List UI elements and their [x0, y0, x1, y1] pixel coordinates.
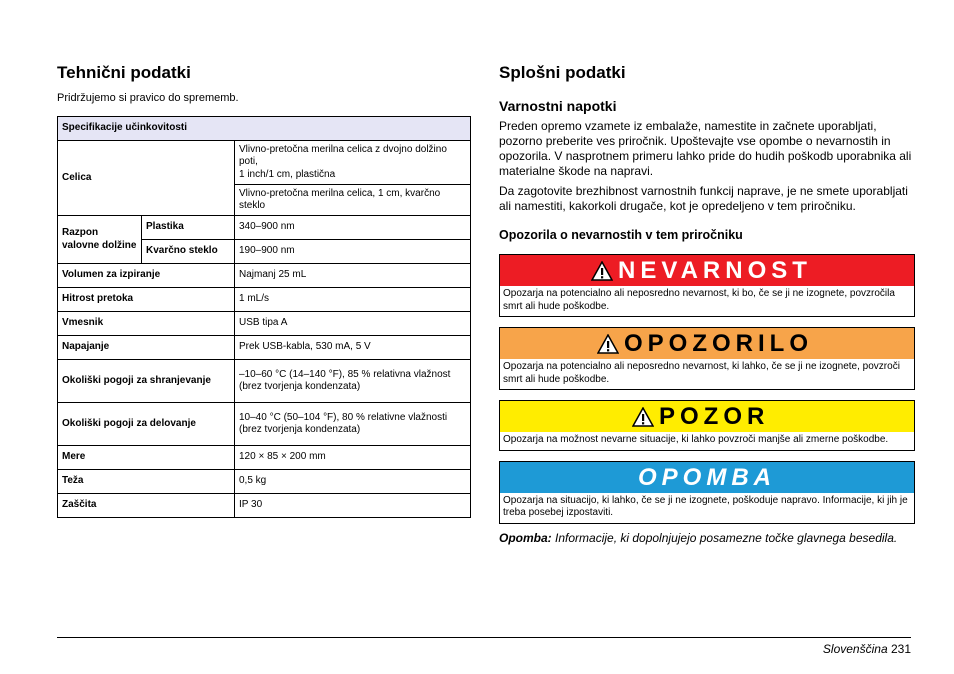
warning-box: [499, 327, 915, 390]
note-paragraph: [499, 531, 915, 546]
table-row-label: Okoliški pogoji za delovanje: [58, 403, 235, 446]
warning-triangle-icon: [591, 261, 613, 281]
note-label: Opomba:: [499, 530, 552, 545]
table-row-value: 0,5 kg: [235, 470, 471, 494]
notice-box: [499, 461, 915, 524]
warning-banner: [500, 328, 914, 359]
caution-text: Opozarja na možnost nevarne situacije, ki lahko povzroči manjše ali zmerne poškodbe.: [500, 432, 914, 450]
row-label-razpon: Razpon valovne dolžine: [58, 216, 142, 264]
footer-language: Slovenščina: [822, 642, 888, 656]
table-row-label: Vmesnik: [58, 312, 235, 336]
subsection-title-safety: Varnostni napotki: [499, 98, 617, 114]
warning-triangle-icon: [597, 334, 619, 354]
caution-banner: [500, 401, 914, 432]
row-label-plastika: Plastika: [142, 216, 235, 240]
table-row-value: 120 × 85 × 200 mm: [235, 446, 471, 470]
section-title-general: Splošni podatki: [499, 63, 626, 82]
danger-banner: [500, 255, 914, 286]
table-row-value: Prek USB-kabla, 530 mA, 5 V: [235, 336, 471, 360]
table-row-value: USB tipa A: [235, 312, 471, 336]
section-title-technical: Tehnični podatki: [57, 63, 191, 82]
page-number: 231: [890, 642, 911, 656]
safety-paragraph-1: Preden opremo vzamete iz embalaže, namestite in začnete uporabljati, pozorno preberite ves priročnik. Upoštevajte vse opombe o nevarnostih in opozorila. V nasprotnem primeru lahko pride do hudih poškodb uporabnika ali materialne škode na napravi.: [499, 119, 912, 178]
caution-box: [499, 400, 915, 451]
table-row-value: –10–60 °C (14–140 °F), 85 % relativna vlažnost (brez tvorjenja kondenzata): [235, 360, 471, 403]
page-footer: [823, 642, 911, 656]
table-row-value: 1 mL/s: [235, 288, 471, 312]
row-value-celica-1: Vlivno-pretočna merilna celica z dvojno dolžino poti, 1 inch/1 cm, plastična: [235, 141, 471, 185]
left-column: [57, 62, 471, 518]
row-value-plastika: 340–900 nm: [235, 216, 471, 240]
hazard-heading: Opozorila o nevarnostih v tem priročniku: [499, 228, 743, 242]
table-row-label: Zaščita: [58, 494, 235, 518]
row-label-celica: Celica: [58, 141, 235, 216]
danger-label: NEVARNOST: [618, 257, 812, 284]
table-row-label: Napajanje: [58, 336, 235, 360]
notice-label: OPOMBA: [638, 463, 776, 491]
warning-triangle-icon: [632, 407, 654, 427]
table-row-label: Teža: [58, 470, 235, 494]
notice-text: Opozarja na situacijo, ki lahko, če se ji ne izognete, poškoduje napravo. Informacije, ki jih je treba posebej izpostaviti.: [500, 493, 914, 523]
warning-text: Opozarja na potencialno ali neposredno nevarnost, ki lahko, če se ji ne izognete, povzroči smrt ali hude poškodbe.: [500, 359, 914, 389]
notice-banner: [500, 462, 914, 493]
row-value-celica-2: Vlivno-pretočna merilna celica, 1 cm, kvarčno steklo: [235, 185, 471, 216]
right-column: [499, 62, 915, 546]
danger-text: Opozarja na potencialno ali neposredno nevarnost, ki bo, če se ji ne izognete, povzročila smrt ali hude poškodbe.: [500, 286, 914, 316]
table-row-value: Najmanj 25 mL: [235, 264, 471, 288]
table-row-label: Okoliški pogoji za shranjevanje: [58, 360, 235, 403]
table-row-label: Volumen za izpiranje: [58, 264, 235, 288]
danger-box: [499, 254, 915, 317]
safety-paragraph-2: Da zagotovite brezhibnost varnostnih funkcij naprave, je ne smete uporabljati ali namestiti, kakorkoli drugače, kot je opredeljeno v tem priročniku.: [499, 184, 908, 213]
intro-text: Pridržujemo si pravico do sprememb.: [57, 92, 239, 104]
spec-table: [57, 116, 471, 518]
footer-divider: [57, 637, 911, 638]
table-header: Specifikacije učinkovitosti: [58, 117, 471, 141]
warning-label: OPOZORILO: [624, 330, 813, 357]
row-value-kvarc: 190–900 nm: [235, 240, 471, 264]
note-text: Informacije, ki dopolnjujejo posamezne točke glavnega besedila.: [551, 530, 898, 545]
table-row-label: Mere: [58, 446, 235, 470]
table-row-value: IP 30: [235, 494, 471, 518]
row-label-kvarc: Kvarčno steklo: [142, 240, 235, 264]
table-row-label: Hitrost pretoka: [58, 288, 235, 312]
caution-label: POZOR: [659, 403, 770, 430]
table-row-value: 10–40 °C (50–104 °F), 80 % relativne vlažnosti (brez tvorjenja kondenzata): [235, 403, 471, 446]
